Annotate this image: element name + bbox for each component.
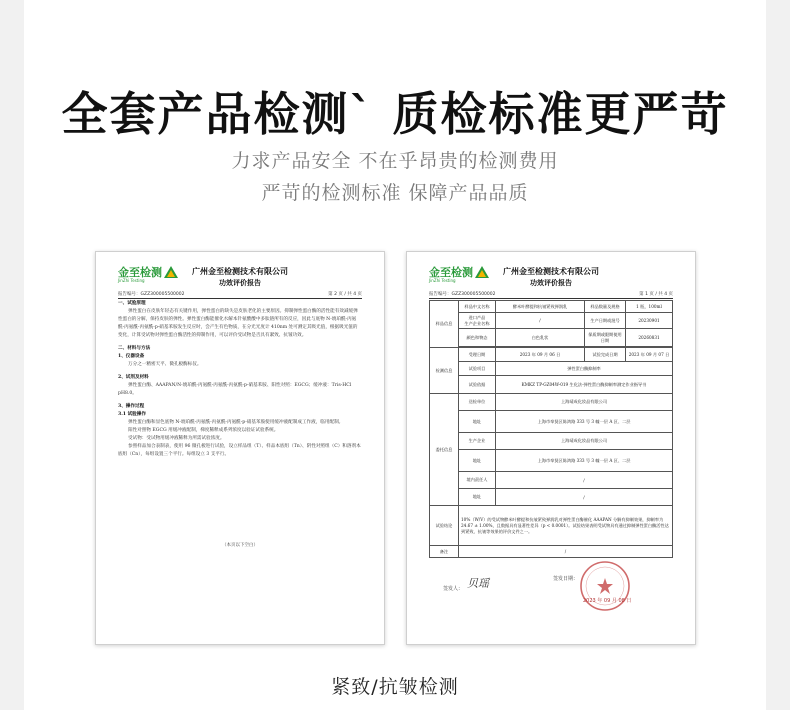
logo-subtext: JinZhi Testing (429, 278, 456, 283)
table-cell: 委托信息 (430, 394, 459, 506)
table-cell: 受理日期 (459, 348, 496, 362)
table-cell: 地址 (459, 450, 496, 472)
table-cell: 送检单位 (459, 394, 496, 411)
signature: 贝瑶 (467, 577, 489, 590)
table-cell: 地址 (459, 411, 496, 433)
subsection-heading: 2、试剂及材料 (118, 375, 149, 380)
table-cell: 20230901 (626, 313, 673, 329)
logo-text: 金至检测 (429, 266, 473, 279)
table-cell: / (459, 546, 673, 558)
page-number: 第 1 页 / 共 4 页 (639, 292, 673, 297)
table-cell: / (496, 489, 673, 506)
table-cell: 10%（W/V）的受试物酵米叶酵提和抗皱紧致弹润乳对弹性蛋白酶催化 AAAPAN 分解有抑制效果，抑制率为 24.67 ± 1.00%，且数据具有显著性差异（p < 0.0001）。试验结果表明受试物具有通过抑制弹性蛋白酶活性达到紧致、抗皱等效果的评价文件之一。 (459, 506, 673, 546)
table-cell: 试验项目 (459, 362, 496, 376)
report-number: 报告编号：GZZ300005500002 (118, 292, 185, 297)
cell-text: 进口产品 (468, 314, 486, 320)
table-cell: 颜色和物态 (459, 329, 496, 347)
report-page-2 (95, 251, 385, 645)
report-number: 报告编号：GZZ300005500002 (429, 292, 496, 297)
table-cell: 上海靖成化妆品有限公司 (496, 394, 673, 411)
issue-label: 签发日期： (553, 576, 579, 582)
table-cell: 保质期或限期使用日期 (585, 329, 626, 347)
section-heading: 二、材料与方法 (118, 346, 151, 351)
table-cell: 试验依据 (459, 376, 496, 394)
section-heading: 一、试验原理 (118, 301, 146, 306)
table-cell: 20260831 (626, 329, 673, 347)
table-cell: 弹性蛋白酶抑制率 (496, 362, 673, 376)
paragraph: 万分之一精密天平、微孔板酶标仪。 (128, 362, 202, 367)
table-cell: 境内责任人 (459, 472, 496, 489)
table-cell: 样品数量及规格 (585, 301, 626, 313)
subsection-heading: 1、仪器设备 (118, 354, 145, 359)
cell-text: 生产企业名称 (464, 320, 490, 326)
company-name: 广州金至检测技术有限公司 (503, 267, 599, 276)
table-cell: 生产企业 (459, 433, 496, 450)
table-cell: 酵米叶酵提和抗皱紧致弹润乳 (496, 301, 585, 313)
paragraph: 受试物：受试物用缓冲液稀释为所需试验浓度。 (128, 436, 225, 441)
table-cell: 备注 (430, 546, 459, 558)
subsection-heading: 3、操作过程 (118, 404, 145, 409)
table-cell: 上海市奉贤区陈鸿路 333 号 3 幢一层 A 区、二层 (496, 411, 673, 433)
table-cell: / (496, 472, 673, 489)
table-cell (459, 313, 496, 329)
company-name: 广州金至检测技术有限公司 (192, 267, 288, 276)
page-number: 第 2 页 / 共 4 页 (328, 292, 362, 297)
subtitle-line-1: 力求产品安全 不在乎昂贵的检测费用 (231, 150, 559, 172)
subsection-heading: 3.1 试验操作 (118, 412, 146, 417)
logo-subtext: JinZhi Testing (118, 278, 145, 283)
table-cell: 试验完成日期 (585, 348, 626, 362)
company-seal-icon (579, 560, 631, 612)
report-meta (118, 291, 362, 299)
table-cell: 白色乳状 (496, 329, 585, 347)
logo-text: 金至检测 (118, 266, 162, 279)
paragraph: 弹性蛋白在皮肤年轻态有关键作用，弹性蛋白的缺失是皮肤老化的主要原因。抑制弹性蛋白酶的活性能有效减缓弹性蛋白的分解，保持皮肤的弹性。弹性蛋白酶能催化水解本针氨酸酸中多肽链所有的反应，因此与底物 N-琥珀酰-丙氨酰-丙氨酰-丙氨酰-p-硝基苯胺发生反应时，会产生有色物质，在分光光度计 410nm 处可测定其吸光值，根据吸光值的变化，计算受试物对弹性蛋白酶活性的抑制作用，可以评价受试物是否具有紧致、抗皱功效。 (118, 309, 358, 338)
report-meta (429, 291, 673, 299)
report-page-1 (406, 251, 696, 645)
paragraph: 阳性对照物 EGCG 用缓冲液配制，梯度稀释成系列浓度以验证试验系统。 (128, 428, 279, 433)
table-cell: 2023 年 09 月 06 日 (496, 348, 585, 362)
page-headline: 全套产品检测` 质检标准更严苛 (61, 87, 729, 141)
table-cell: / (496, 313, 585, 329)
signer-label: 签发人： (443, 586, 464, 592)
table-cell: 上海市奉贤区陈鸿路 333 号 3 幢一层 A 区、二层 (496, 450, 673, 472)
table-cell: 检测信息 (430, 348, 459, 394)
report-title: 功效评价报告 (530, 279, 572, 287)
blank-note: （本页以下空白） (222, 543, 258, 548)
table-cell: KMKZ TP-GZ04W-019 生化法-弹性蛋白酶抑制率测定作业指导书 (496, 376, 673, 394)
table-cell: 样品中文名称 (459, 301, 496, 313)
report-title: 功效评价报告 (219, 279, 261, 287)
image-caption: 紧致/抗皱检测 (331, 676, 459, 698)
report-body (118, 300, 362, 459)
table-cell: 试验结论 (430, 506, 459, 546)
table-cell: 1 瓶，100ml (626, 301, 673, 313)
paragraph: 弹性蛋白酶和显色底物 N-琥珀酰-丙氨酰-丙氨酰-丙氨酰-p-硝基苯胺使用缓冲液配制成工作液，临用配制。 (128, 420, 344, 425)
table-cell: 生产日期或批号 (585, 313, 626, 329)
table-cell: 地址 (459, 489, 496, 506)
table-cell: 样品信息 (430, 301, 459, 348)
report-info-table (429, 300, 673, 558)
paragraph: 参照样品加合表制表，使用 96 微孔板进行试验，设立样品组（T）、样品本底组（Tn）、阴性对照组（C）和溶剂本底组（Cn），每组设置三个平行。每组设立 3 支平行。 (118, 444, 361, 457)
table-cell: 2023 年 09 月 07 日 (626, 348, 673, 362)
issue-date: 2023 年 09 月 08 日 (583, 598, 632, 604)
subtitle-line-2: 严苛的检测标准 保障产品品质 (261, 182, 529, 204)
table-cell: 上海靖成化妆品有限公司 (496, 433, 673, 450)
paragraph: 弹性蛋白酶、AAAPAN/N-琥珀酰-丙氨酰-丙氨酰-丙氨酰-p-硝基苯胺、阳性对照：EGCG；缓冲液：Tris-HCl pH8.0。 (118, 383, 352, 396)
